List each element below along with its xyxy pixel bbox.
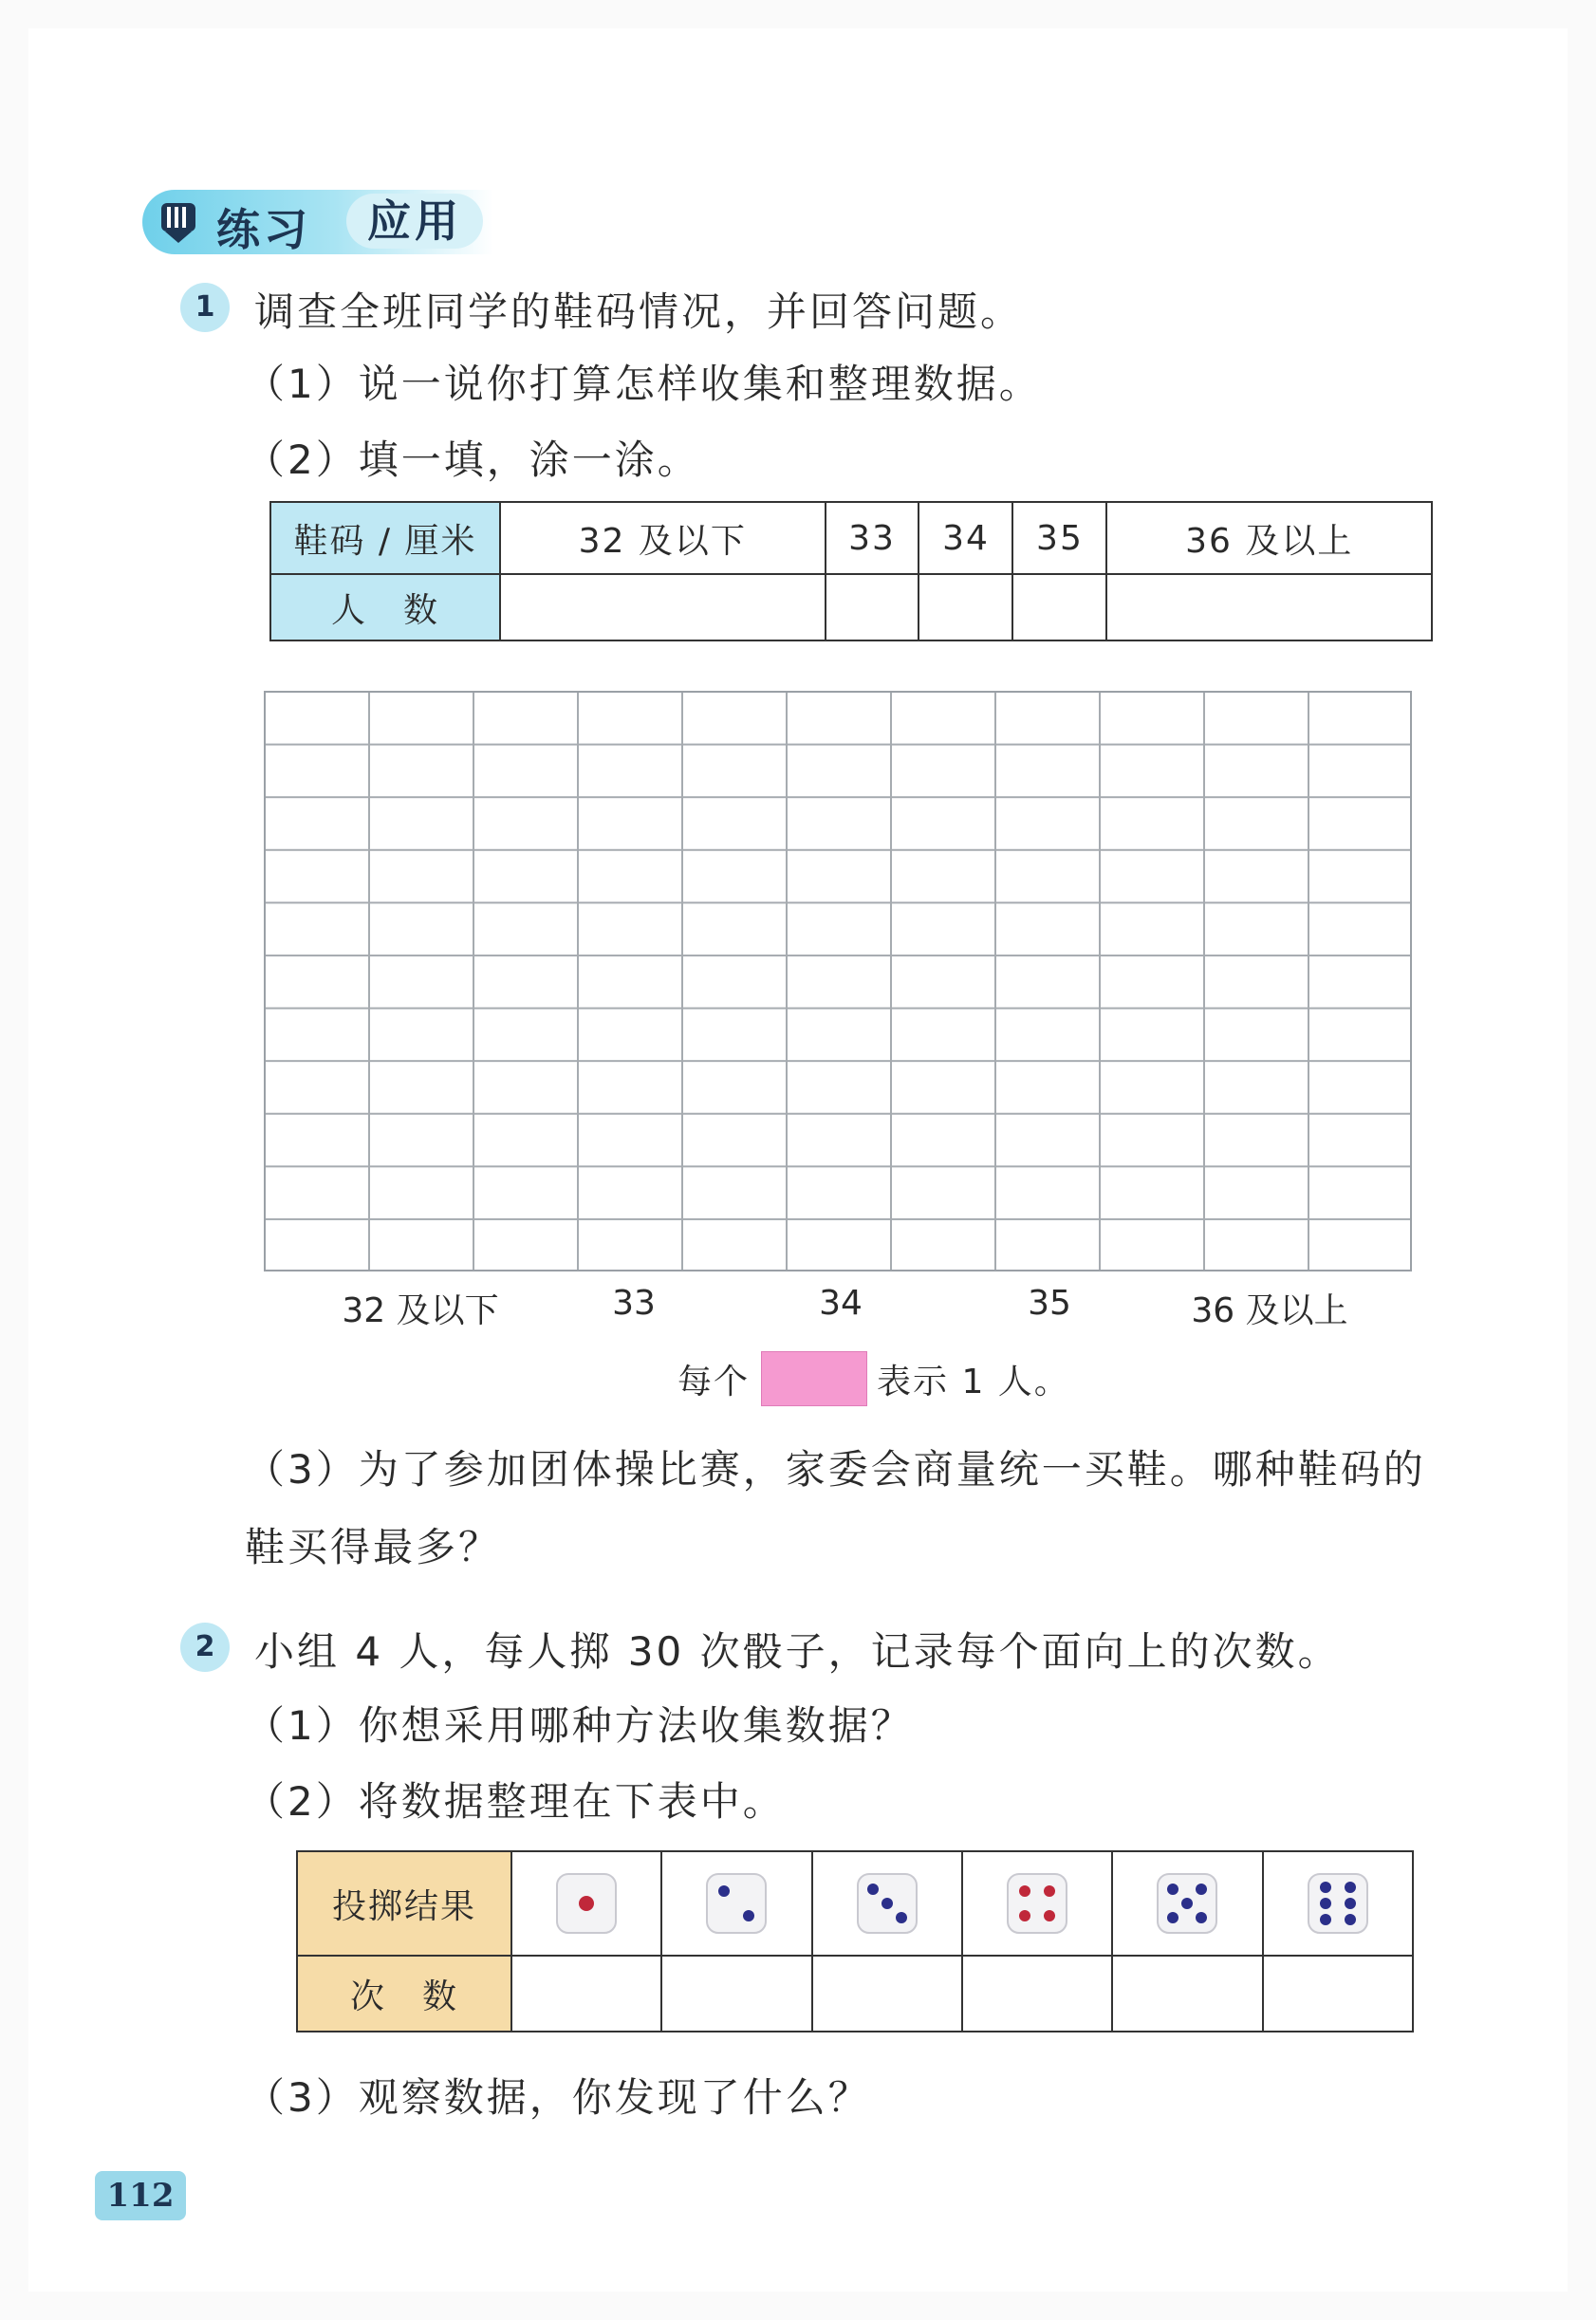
banner-word-practice: 练习 [216,204,311,255]
dice-count-input[interactable] [812,1956,962,2032]
dice-face-6-icon [1305,1870,1371,1937]
dice-count-header: 次 数 [297,1956,511,2032]
question-2-part-1: （1）你想采用哪种方法收集数据？ [245,1702,914,1749]
grid-x-label: 32 及以下 [342,1291,499,1330]
dice-face-5-icon [1154,1870,1220,1937]
coloring-grid[interactable] [264,691,1412,1271]
dice-count-input[interactable] [1112,1956,1262,2032]
question-1-part-1: （1）说一说你打算怎样收集和整理数据。 [245,361,1042,407]
dice-face-2-cell [661,1851,811,1956]
grid-x-label: 34 [819,1284,863,1323]
dice-face-3-icon [854,1870,920,1937]
people-count-input[interactable] [826,574,919,640]
dice-count-input[interactable] [1263,1956,1413,2032]
dice-face-6-cell [1263,1851,1413,1956]
question-1-badge: 1 [180,283,230,332]
shoe-size-header: 鞋码 / 厘米 [270,502,500,574]
shoe-size-cell: 36 及以上 [1106,502,1432,574]
question-2-title: 小组 4 人，每人掷 30 次骰子，记录每个面向上的次数。 [254,1628,1341,1675]
dice-face-3-cell [812,1851,962,1956]
dice-face-2-icon [703,1870,770,1937]
dice-count-input[interactable] [511,1956,661,2032]
dice-face-1-cell [511,1851,661,1956]
dice-count-input[interactable] [962,1956,1112,2032]
section-banner [142,190,493,254]
banner-word-apply: 应用 [346,194,483,249]
question-1-title: 调查全班同学的鞋码情况，并回答问题。 [254,288,1024,335]
question-1-part-2: （2）填一填，涂一涂。 [245,436,700,483]
question-2-badge: 2 [180,1623,230,1672]
dice-face-4-icon [1004,1870,1070,1937]
grid-x-label: 33 [612,1284,656,1323]
shoe-size-cell: 34 [919,502,1012,574]
people-count-header: 人 数 [270,574,500,640]
question-1-part-3-line-2: 鞋买得最多？ [245,1524,502,1570]
question-2-part-3: （3）观察数据，你发现了什么？ [245,2074,871,2121]
people-count-input[interactable] [1106,574,1432,640]
shoe-size-cell: 33 [826,502,919,574]
people-count-input[interactable] [1012,574,1106,640]
page-number: 112 [95,2171,186,2220]
dice-table [296,1850,1414,2032]
legend-prefix: 每个 [677,1363,751,1401]
people-count-input[interactable] [500,574,826,640]
dice-count-input[interactable] [661,1956,811,2032]
legend-swatch [761,1351,867,1406]
shoe-size-cell: 35 [1012,502,1106,574]
pencil-icon [156,199,201,245]
dice-result-header: 投掷结果 [297,1851,511,1956]
shoe-size-table [269,501,1433,641]
dice-face-4-cell [962,1851,1112,1956]
people-count-input[interactable] [919,574,1012,640]
grid-x-label: 35 [1028,1284,1071,1323]
dice-face-5-cell [1112,1851,1262,1956]
question-1-part-3-line-1: （3）为了参加团体操比赛，家委会商量统一买鞋。哪种鞋码的 [245,1446,1426,1493]
legend-suffix: 表示 1 人。 [877,1363,1070,1401]
shoe-size-cell: 32 及以下 [500,502,826,574]
dice-face-1-icon [553,1870,620,1937]
question-2-part-2: （2）将数据整理在下表中。 [245,1778,786,1825]
grid-x-label: 36 及以上 [1191,1291,1348,1330]
